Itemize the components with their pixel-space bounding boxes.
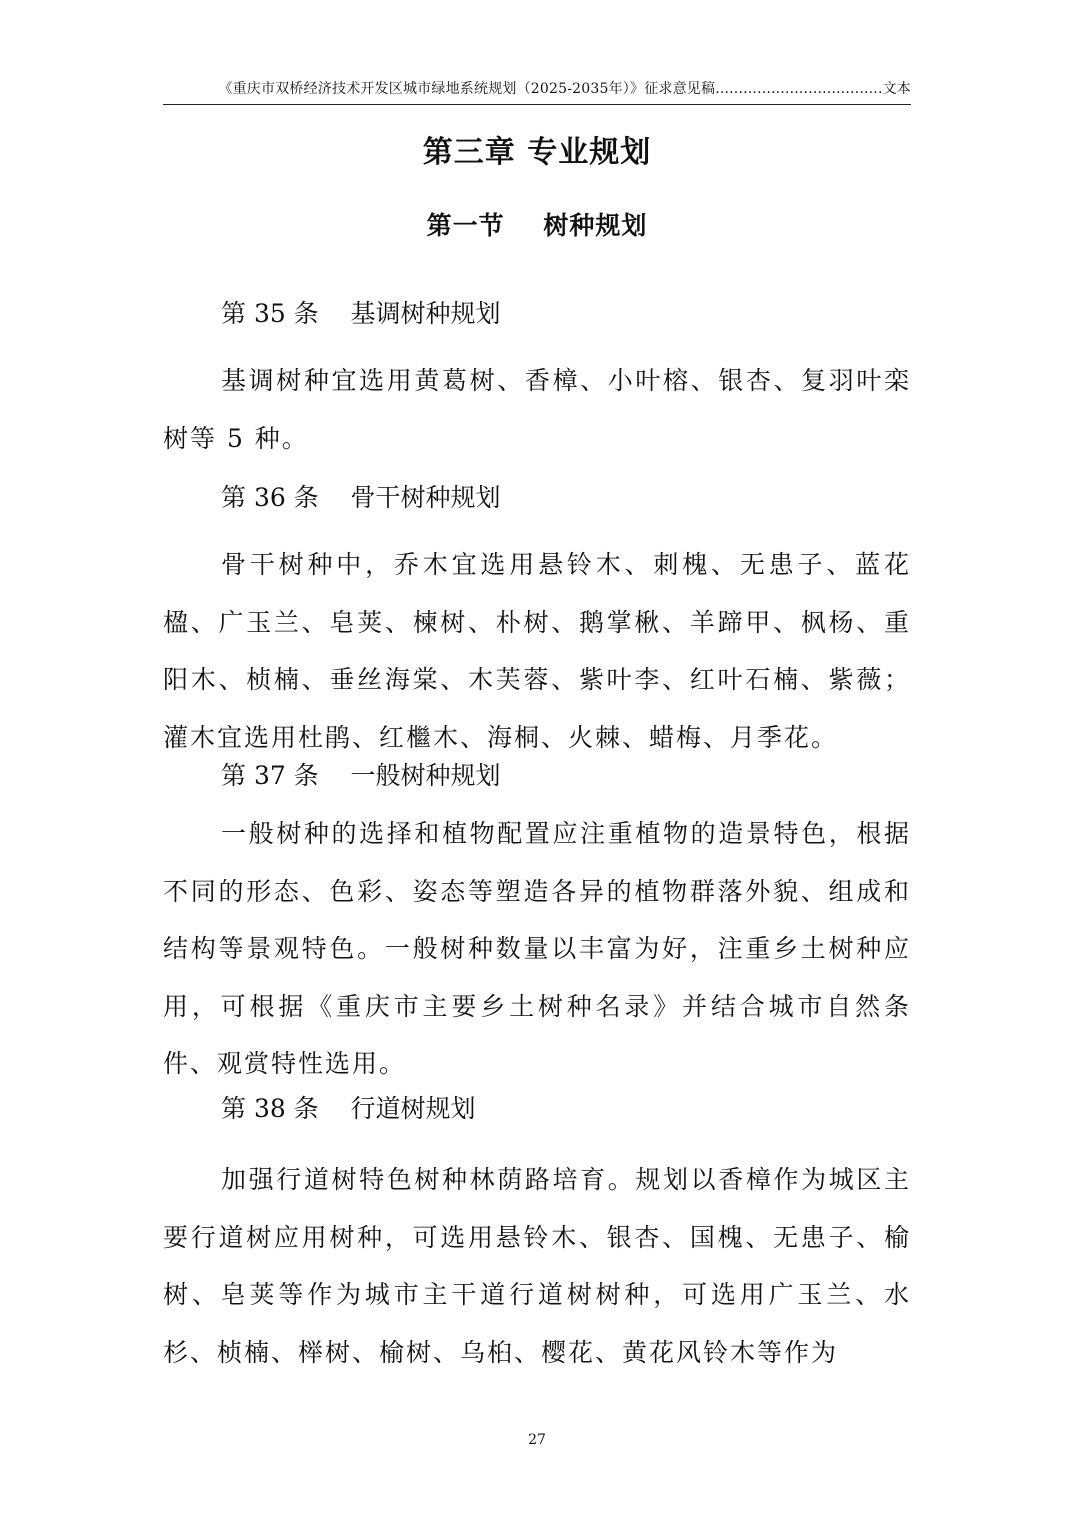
- header-rule: [163, 104, 911, 105]
- article-37-body: 一般树种的选择和植物配置应注重植物的造景特色，根据不同的形态、色彩、姿态等塑造各异的植物群落外貌、组成和结构等景观特色。一般树种数量以丰富为好，注重乡土树种应用，可根据《重庆市主要乡土树种名录》并结合城市自然条件、观赏特性选用。: [163, 819, 911, 1078]
- article-35-body: 基调树种宜选用黄葛树、香樟、小叶榕、银杏、复羽叶栾树等 5 种。: [163, 366, 911, 453]
- article-36-body: 骨干树种中，乔木宜选用悬铃木、刺槐、无患子、蓝花楹、广玉兰、皂荚、楝树、朴树、鹅掌楸、羊蹄甲、枫杨、重阳木、桢楠、垂丝海棠、木芙蓉、紫叶李、红叶石楠、紫薇；灌木宜选用杜鹃、红檵木、海桐、火棘、蜡梅、月季花。: [163, 550, 911, 752]
- article-38-heading: 第 38 条 行道树规划: [221, 1094, 476, 1123]
- article-37-heading: 第 37 条 一般树种规划: [221, 761, 501, 790]
- chapter-title: 第三章 专业规划: [422, 135, 652, 170]
- article-36-heading: 第 36 条 骨干树种规划: [221, 483, 501, 512]
- running-header: 《重庆市双桥经济技术开发区城市绿地系统规划（2025-2035年）》征求意见稿....................................文本: [218, 81, 911, 97]
- article-35-heading: 第 35 条 基调树种规划: [221, 299, 501, 328]
- section-title: 第一节 树种规划: [426, 211, 648, 240]
- page-number: 27: [528, 1432, 546, 1448]
- article-38-body: 加强行道树特色树种林荫路培育。规划以香樟作为城区主要行道树应用树种，可选用悬铃木、银杏、国槐、无患子、榆树、皂荚等作为城市主干道行道树树种，可选用广玉兰、水杉、桢楠、榉树、榆树、乌桕、樱花、黄花风铃木等作为: [163, 1165, 911, 1367]
